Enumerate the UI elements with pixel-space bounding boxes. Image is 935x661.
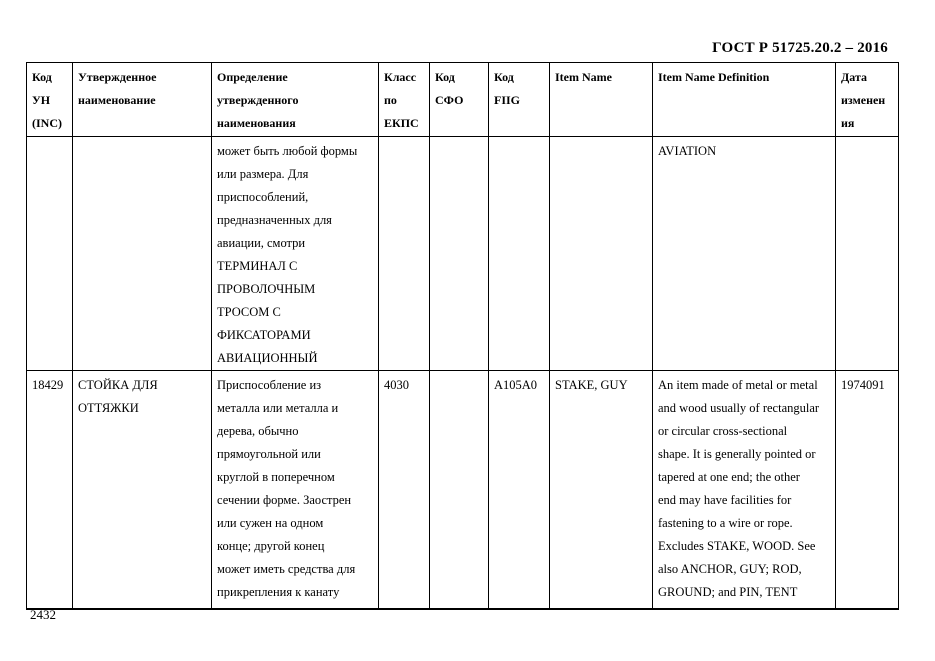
cell-inc [27,137,73,371]
table-body [27,63,899,610]
header-cell-item_name [550,63,653,137]
catalog-table [26,62,899,610]
header-text: Класс [384,70,417,84]
cell-text: Приспособление из [217,378,322,392]
cell-text: приспособлений, [217,190,309,204]
cell-text: может быть любой формы [217,144,358,158]
header-cell-name [73,63,212,137]
cell-text: ТРОСОМ С [217,305,281,319]
cell-date [836,137,899,371]
cell-item-name [550,371,653,610]
header-cell-item_definition [653,63,836,137]
cell-text: авиации, смотри [217,236,306,250]
cell-text: СТОЙКА ДЛЯ [78,378,158,392]
cell-name [73,137,212,371]
cell-text: also ANCHOR, GUY; ROD, [658,562,802,576]
cell-text: круглой в поперечном [217,470,335,484]
header-text: УН [32,93,51,107]
cell-inc [27,371,73,610]
header-text: СФО [435,93,464,107]
cell-text: АВИАЦИОННЫЙ [217,351,318,365]
cell-text: STAKE, GUY [555,378,628,392]
cell-text: конце; другой конец [217,539,325,553]
cell-text: прямоугольной или [217,447,321,461]
header-text: наименование [78,93,156,107]
table-row [27,137,899,371]
document-title: ГОСТ Р 51725.20.2 – 2016 [712,40,888,56]
cell-text: ОТТЯЖКИ [78,401,139,415]
cell-text: AVIATION [658,144,717,158]
cell-text: Excludes STAKE, WOOD. See [658,539,816,553]
header-text: ия [841,116,855,130]
header-text: по [384,93,397,107]
cell-item-definition [653,371,836,610]
cell-text: сечении форме. Заострен [217,493,352,507]
cell-fiig [489,371,550,610]
header-text: изменен [841,93,886,107]
table-row [27,371,899,610]
cell-text: прикрепления к канату [217,585,340,599]
cell-text: and wood usually of rectangular [658,401,820,415]
cell-item-name [550,137,653,371]
cell-text: An item made of metal or metal [658,378,818,392]
header-text: Утвержденное [78,70,157,84]
header-row [27,63,899,137]
cell-class [379,371,430,610]
header-cell-sfo [430,63,489,137]
header-text: (INC) [32,116,62,130]
cell-date [836,371,899,610]
header-text: FIIG [494,93,521,107]
cell-text: 4030 [384,378,409,392]
header-cell-inc [27,63,73,137]
cell-text: может иметь средства для [217,562,356,576]
header-text: Код [494,70,514,84]
cell-text: или сужен на одном [217,516,324,530]
header-text: Дата [841,70,867,84]
header-text: Item Name Definition [658,70,770,84]
page-number: 2432 [30,607,56,622]
header-text: наименования [217,116,296,130]
cell-text: 18429 [32,378,64,392]
cell-text: предназначенных для [217,213,332,227]
cell-text: ТЕРМИНАЛ С [217,259,298,273]
cell-text: end may have facilities for [658,493,792,507]
cell-text: tapered at one end; the other [658,470,800,484]
cell-text: металла или металла и [217,401,339,415]
cell-text: shape. It is generally pointed or [658,447,816,461]
cell-sfo [430,137,489,371]
header-cell-fiig [489,63,550,137]
cell-sfo [430,371,489,610]
cell-text: 1974091 [841,378,885,392]
header-text: Item Name [555,70,612,84]
header-text: Код [435,70,455,84]
header-cell-date [836,63,899,137]
cell-text: fastening to a wire or rope. [658,516,793,530]
cell-text: дерева, обычно [217,424,299,438]
header-text: ЕКПС [384,116,419,130]
cell-text: ФИКСАТОРАМИ [217,328,311,342]
cell-text: A105A0 [494,378,538,392]
header-cell-class [379,63,430,137]
header-text: Код [32,70,52,84]
cell-item-definition [653,137,836,371]
cell-text: или размера. Для [217,167,309,181]
cell-fiig [489,137,550,371]
header-text: Определение [217,70,288,84]
cell-definition [212,371,379,610]
header-text: утвержденного [217,93,299,107]
cell-class [379,137,430,371]
cell-definition [212,137,379,371]
cell-text: or circular cross-sectional [658,424,788,438]
cell-text: GROUND; and PIN, TENT [658,585,798,599]
cell-text: ПРОВОЛОЧНЫМ [217,282,316,296]
header-cell-definition [212,63,379,137]
cell-name [73,371,212,610]
